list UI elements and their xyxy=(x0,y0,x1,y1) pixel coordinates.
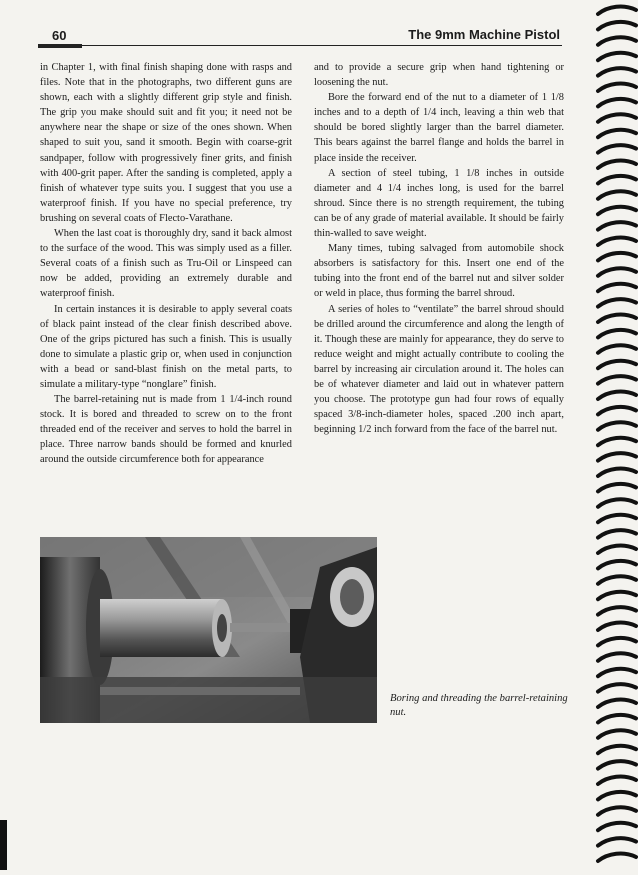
binding-coil xyxy=(598,284,636,291)
binding-coil xyxy=(598,407,636,414)
binding-coil xyxy=(598,546,636,553)
binding-coil xyxy=(598,438,636,445)
binding-coil xyxy=(598,592,636,599)
page-header xyxy=(38,24,562,44)
binding-coil xyxy=(598,484,636,491)
binding-coil xyxy=(598,807,636,814)
paragraph: A section of steel tubing, 1 1/8 inches in outside diameter and 4 1/4 inches long, is used for the barrel shroud. Since there is no strength requirement, the tubing can be of any grade of material available. It should be fairly thin-walled to save weight. xyxy=(314,167,564,240)
binding-coil xyxy=(598,114,636,121)
paragraph: and to provide a secure grip when hand tightening or loosening the nut. xyxy=(314,62,564,89)
spine-edge xyxy=(0,820,7,870)
binding-coil xyxy=(598,268,636,275)
binding-coil xyxy=(598,7,636,14)
binding-coil xyxy=(598,623,636,630)
binding-coil xyxy=(598,68,636,75)
binding-coil xyxy=(598,792,636,799)
header-rule xyxy=(38,45,562,46)
binding-coil xyxy=(598,176,636,183)
binding-coil xyxy=(598,777,636,784)
binding-coil xyxy=(598,315,636,322)
binding-coil xyxy=(598,469,636,476)
paragraph: in Chapter 1, with final finish shaping done with rasps and files. Note that in the photographs, two different guns are shown, each with a slightly different grip style and finish. The grip you make should suit and fit you; it need not be anywhere near the shape or size of the ones shown. When shaped to suit you, sand it smooth. Begin with coarse-grit sandpaper, follow with progressively finer grits, and finish with 400-grit paper. After the sanding is completed, apply a finish of whatever type suits you. I suggest that you use a waterproof finish. If you have no special preference, try brushing on several coats of Flecto-Varathane. xyxy=(40,62,292,224)
spiral-binding xyxy=(594,0,638,870)
binding-coil xyxy=(598,222,636,229)
binding-coil xyxy=(598,253,636,260)
binding-coil xyxy=(598,161,636,168)
binding-coil xyxy=(598,361,636,368)
binding-coil xyxy=(598,530,636,537)
paragraph: In certain instances it is desirable to apply several coats of black paint instead of the clear finish described above. One of the grips pictured has such a finish. This is usually done to simulate a plastic grip or, when used in conjunction with a bead or sand-blast finish on the metal parts, to simulate a military-type “nonglare” finish. xyxy=(40,303,292,390)
paragraph: Many times, tubing salvaged from automobile shock absorbers is satisfactory for this. Insert one end of the tubing into the front end of the barrel nut and silver solder or weld in place, thus forming the barrel shroud. xyxy=(314,243,564,300)
binding-coil xyxy=(598,99,636,106)
binding-coil xyxy=(598,715,636,722)
binding-coil xyxy=(598,207,636,214)
paragraph: The barrel-retaining nut is made from 1 1/4-inch round stock. It is bored and threaded to screw on to the front threaded end of the receiver and serves to hold the barrel in place. Three narrow bands should be formed and knurled around the outside circumference both for appearance xyxy=(40,394,292,466)
binding-coil xyxy=(598,761,636,768)
binding-coil xyxy=(598,730,636,737)
binding-coil xyxy=(598,37,636,44)
binding-coil xyxy=(598,638,636,645)
binding-coil xyxy=(598,823,636,830)
binding-coil xyxy=(598,22,636,29)
binding-coil xyxy=(598,838,636,845)
page-number: 60 xyxy=(52,28,67,43)
binding-coil xyxy=(598,653,636,660)
binding-coil xyxy=(598,392,636,399)
binding-coil xyxy=(598,376,636,383)
binding-coil xyxy=(598,700,636,707)
right-column xyxy=(314,60,564,437)
binding-coil xyxy=(598,330,636,337)
figure-caption: Boring and threading the barrel-retaining nut. xyxy=(390,693,568,718)
binding-coil xyxy=(598,561,636,568)
binding-coil xyxy=(598,684,636,691)
binding-coil xyxy=(598,53,636,60)
binding-coil xyxy=(598,422,636,429)
paragraph: When the last coat is thoroughly dry, sand it back almost to the surface of the wood. This was simply used as a filler. Several coats of a finish such as Tru-Oil or Linspeed can now be added, providing an extremely durable and waterproof finish. xyxy=(40,228,292,300)
binding-coil xyxy=(598,84,636,91)
binding-coil xyxy=(598,238,636,245)
binding-coil xyxy=(598,145,636,152)
binding-coil xyxy=(598,746,636,753)
running-title: The 9mm Machine Pistol xyxy=(408,27,560,42)
binding-coil xyxy=(598,453,636,460)
binding-coil xyxy=(598,669,636,676)
binding-coil xyxy=(598,854,636,861)
paragraph: A series of holes to “ventilate” the barrel shroud should be drilled around the circumference and along the length of it. Though these are mainly for appearance, they do serve to reduce weight and might actually contribute to cooling the barrel by increasing air circulation around it. The holes can be of whatever diameter and laid out in whatever pattern you choose. The prototype gun had four rows of equally spaced 3/8-inch-diameter holes, spaced .200 inch apart, beginning 1/2 inch forward from the face of the barrel nut. xyxy=(314,303,564,436)
paragraph: Bore the forward end of the nut to a diameter of 1 1/8 inches and to a depth of 1/4 inch, leaving a thin web that should be bored slightly larger than the barrel diameter. This bears against the barrel flange and holds the barrel in place inside the receiver. xyxy=(314,92,564,164)
lathe-photograph xyxy=(40,537,377,723)
binding-coil xyxy=(598,130,636,137)
binding-coil xyxy=(598,515,636,522)
binding-coil xyxy=(598,191,636,198)
binding-coil xyxy=(598,607,636,614)
binding-coil xyxy=(598,299,636,306)
binding-coil xyxy=(598,345,636,352)
binding-coil xyxy=(598,576,636,583)
binding-coil xyxy=(598,499,636,506)
left-column xyxy=(40,60,292,468)
